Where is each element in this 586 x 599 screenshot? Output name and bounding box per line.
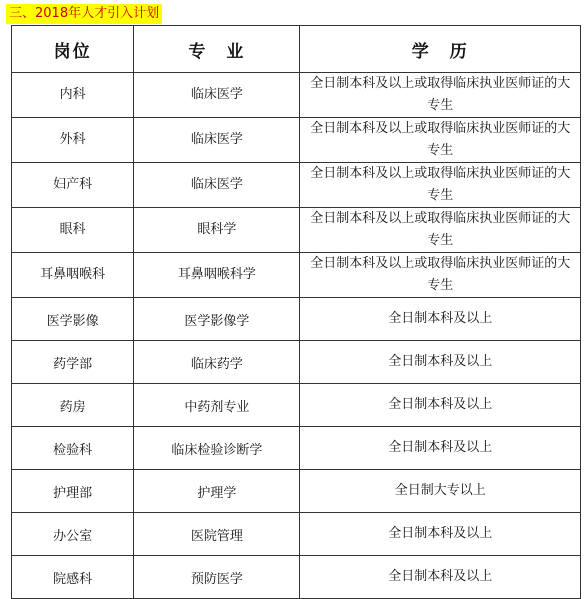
cell-major: 耳鼻咽喉科学 [134,253,300,298]
cell-education: 全日制本科及以上 [300,298,581,341]
cell-education: 全日制本科及以上或取得临床执业医师证的大专生 [300,208,581,253]
cell-post: 药房 [12,384,134,427]
header-major: 专 业 [134,26,300,73]
table-row [12,384,581,427]
cell-education: 全日制本科及以上或取得临床执业医师证的大专生 [300,118,581,163]
cell-education: 全日制本科及以上 [300,427,581,470]
table-row [12,513,581,556]
cell-post: 护理部 [12,470,134,513]
cell-post: 检验科 [12,427,134,470]
cell-post: 医学影像 [12,298,134,341]
table-row [12,118,581,163]
cell-major: 中药剂专业 [134,384,300,427]
cell-major: 临床医学 [134,73,300,118]
cell-post: 妇产科 [12,163,134,208]
cell-major: 临床检验诊断学 [134,427,300,470]
table-row [12,253,581,298]
table-row [12,556,581,599]
table-row [12,73,581,118]
cell-post: 院感科 [12,556,134,599]
table-row [12,208,581,253]
cell-education: 全日制本科及以上 [300,513,581,556]
cell-post: 药学部 [12,341,134,384]
cell-major: 预防医学 [134,556,300,599]
cell-major: 临床药学 [134,341,300,384]
cell-education: 全日制本科及以上或取得临床执业医师证的大专生 [300,253,581,298]
table-row [12,163,581,208]
cell-major: 眼科学 [134,208,300,253]
cell-major: 医学影像学 [134,298,300,341]
cell-post: 外科 [12,118,134,163]
cell-major: 临床医学 [134,163,300,208]
table-header-row [12,26,581,73]
cell-education: 全日制本科及以上或取得临床执业医师证的大专生 [300,73,581,118]
cell-major: 医院管理 [134,513,300,556]
cell-post: 内科 [12,73,134,118]
table-row [12,298,581,341]
cell-education: 全日制本科及以上 [300,556,581,599]
table-row [12,427,581,470]
cell-education: 全日制大专以上 [300,470,581,513]
cell-education: 全日制本科及以上 [300,341,581,384]
cell-major: 护理学 [134,470,300,513]
table-row [12,470,581,513]
cell-post: 耳鼻咽喉科 [12,253,134,298]
cell-education: 全日制本科及以上 [300,384,581,427]
table-row [12,341,581,384]
header-education: 学 历 [300,26,581,73]
cell-post: 办公室 [12,513,134,556]
cell-major: 临床医学 [134,118,300,163]
header-post: 岗位 [12,26,134,73]
recruitment-table [11,25,581,599]
cell-education: 全日制本科及以上或取得临床执业医师证的大专生 [300,163,581,208]
section-title: 三、2018年人才引入计划 [6,4,162,24]
cell-post: 眼科 [12,208,134,253]
table-body [12,73,581,599]
